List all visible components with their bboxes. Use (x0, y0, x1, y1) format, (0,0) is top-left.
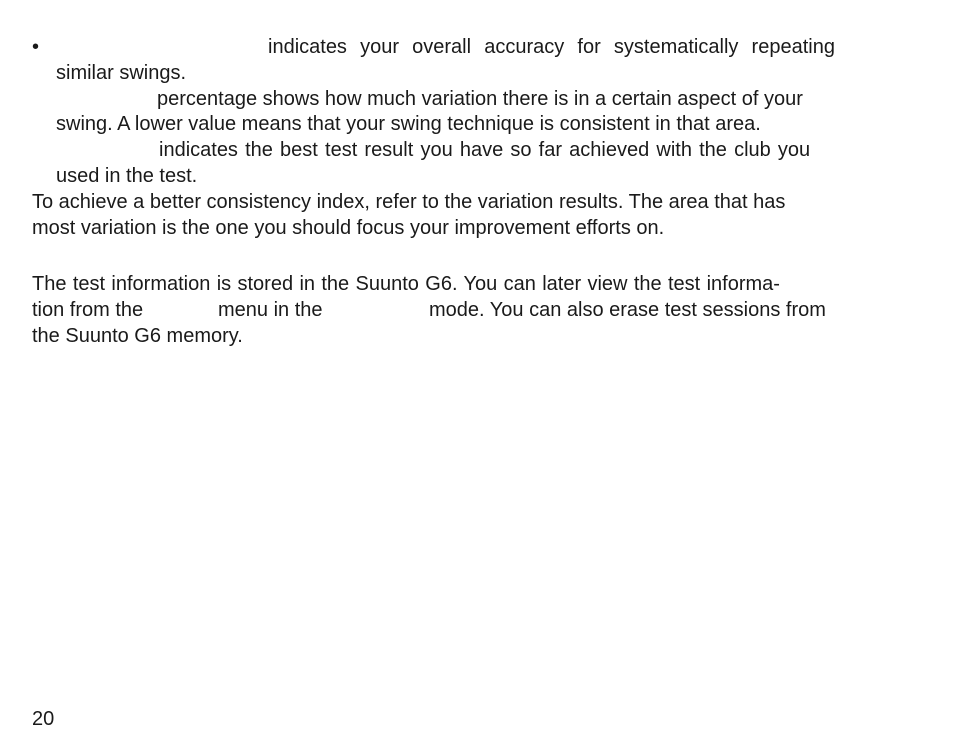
paragraph-2-line-1: The test information is stored in the Suunto G6. You can later view the test informa- (32, 273, 780, 295)
paragraph-2-line-2a: tion from the (32, 299, 144, 321)
paragraph-2-line-2b: menu in the (218, 299, 323, 321)
bullet-item-3-line-1: indicates the best test result you have so far achieved with the club you (159, 139, 811, 161)
paragraph-2-line-2c: mode. You can also erase test sessions from (429, 299, 826, 321)
bullet-item-2-line-1: percentage shows how much variation there is in a certain aspect of your (157, 88, 803, 110)
bullet-item-3-line-2: used in the test. (56, 165, 198, 187)
paragraph-1-line-2: most variation is the one you should focus your improvement efforts on. (32, 217, 665, 239)
page-number: 20 (32, 708, 55, 730)
bullet-item-1-line-2: similar swings. (56, 62, 187, 84)
paragraph-2-line-3: the Suunto G6 memory. (32, 325, 243, 347)
bullet-item-1-line-1: indicates your overall accuracy for systematically repeating (268, 36, 835, 58)
bullet-item-2-line-2: swing. A lower value means that your swing technique is consistent in that area. (56, 113, 761, 135)
paragraph-1-line-1: To achieve a better consistency index, refer to the variation results. The area that has (32, 191, 786, 213)
bullet-marker: • (32, 36, 40, 58)
